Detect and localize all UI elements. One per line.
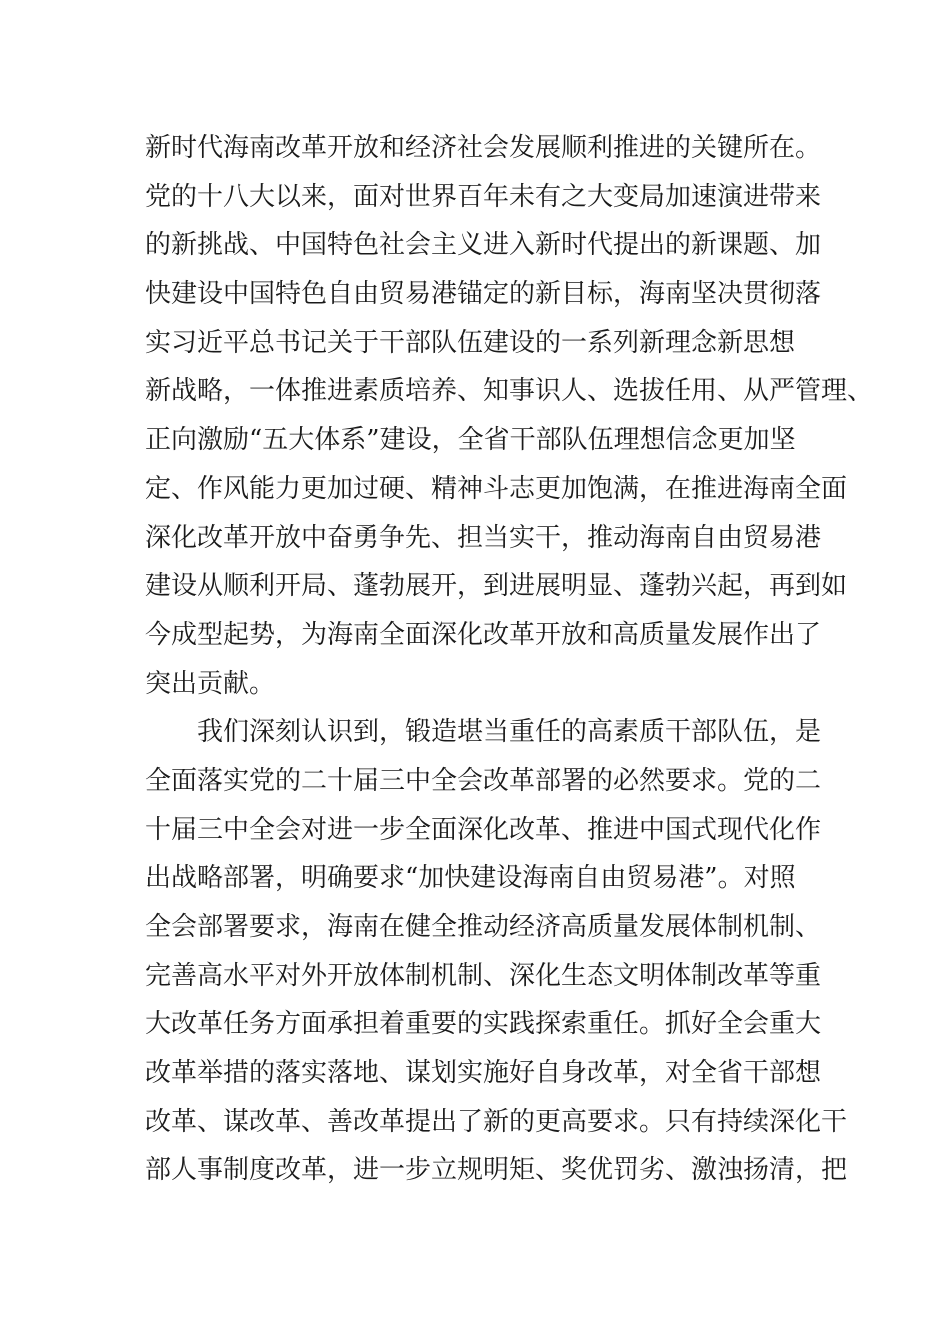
text-line: 改革举措的落实落地、谋划实施好自身改革，对全省干部想 (145, 1058, 822, 1089)
text-line: 定、作风能力更加过硬、精神斗志更加饱满，在推进海南全面 (145, 473, 848, 504)
text-line: 新战略，一体推进素质培养、知事识人、选拔任用、从严管理、 (145, 376, 874, 407)
document-body (145, 124, 874, 1195)
text-line: 突出贡献。 (145, 668, 276, 699)
text-line: 快建设中国特色自由贸易港锚定的新目标，海南坚决贯彻落 (145, 279, 822, 310)
text-line: 建设从顺利开局、蓬勃展开，到进展明显、蓬勃兴起，再到如 (145, 571, 848, 602)
text-line: 部人事制度改革，进一步立规明矩、奖优罚劣、激浊扬清，把 (145, 1155, 848, 1186)
text-line: 大改革任务方面承担着重要的实践探索重任。抓好全会重大 (145, 1009, 822, 1040)
text-line: 的新挑战、中国特色社会主义进入新时代提出的新课题、加 (145, 230, 822, 261)
text-line: 实习近平总书记关于干部队伍建设的一系列新理念新思想 (145, 327, 796, 358)
text-line: 深化改革开放中奋勇争先、担当实干，推动海南自由贸易港 (145, 522, 822, 553)
text-line: 改革、谋改革、善改革提出了新的更高要求。只有持续深化干 (145, 1106, 848, 1137)
text-line: 我们深刻认识到，锻造堪当重任的高素质干部队伍，是 (145, 717, 822, 748)
text-line: 全会部署要求，海南在健全推动经济高质量发展体制机制、 (145, 912, 822, 942)
paragraph-2 (145, 708, 848, 1195)
text-line: 新时代海南改革开放和经济社会发展顺利推进的关键所在。 (145, 133, 822, 163)
text-line: 正向激励“五大体系”建设，全省干部队伍理想信念更加坚 (145, 425, 796, 456)
text-line: 完善高水平对外开放体制机制、深化生态文明体制改革等重 (145, 960, 822, 991)
text-line: 十届三中全会对进一步全面深化改革、推进中国式现代化作 (145, 814, 822, 845)
paragraph-1 (145, 124, 874, 708)
text-line: 今成型起势，为海南全面深化改革开放和高质量发展作出了 (145, 619, 822, 650)
text-line: 全面落实党的二十届三中全会改革部署的必然要求。党的二 (145, 765, 822, 796)
text-line: 党的十八大以来，面对世界百年未有之大变局加速演进带来 (145, 181, 822, 212)
text-line: 出战略部署，明确要求“加快建设海南自由贸易港”。对照 (145, 863, 796, 894)
